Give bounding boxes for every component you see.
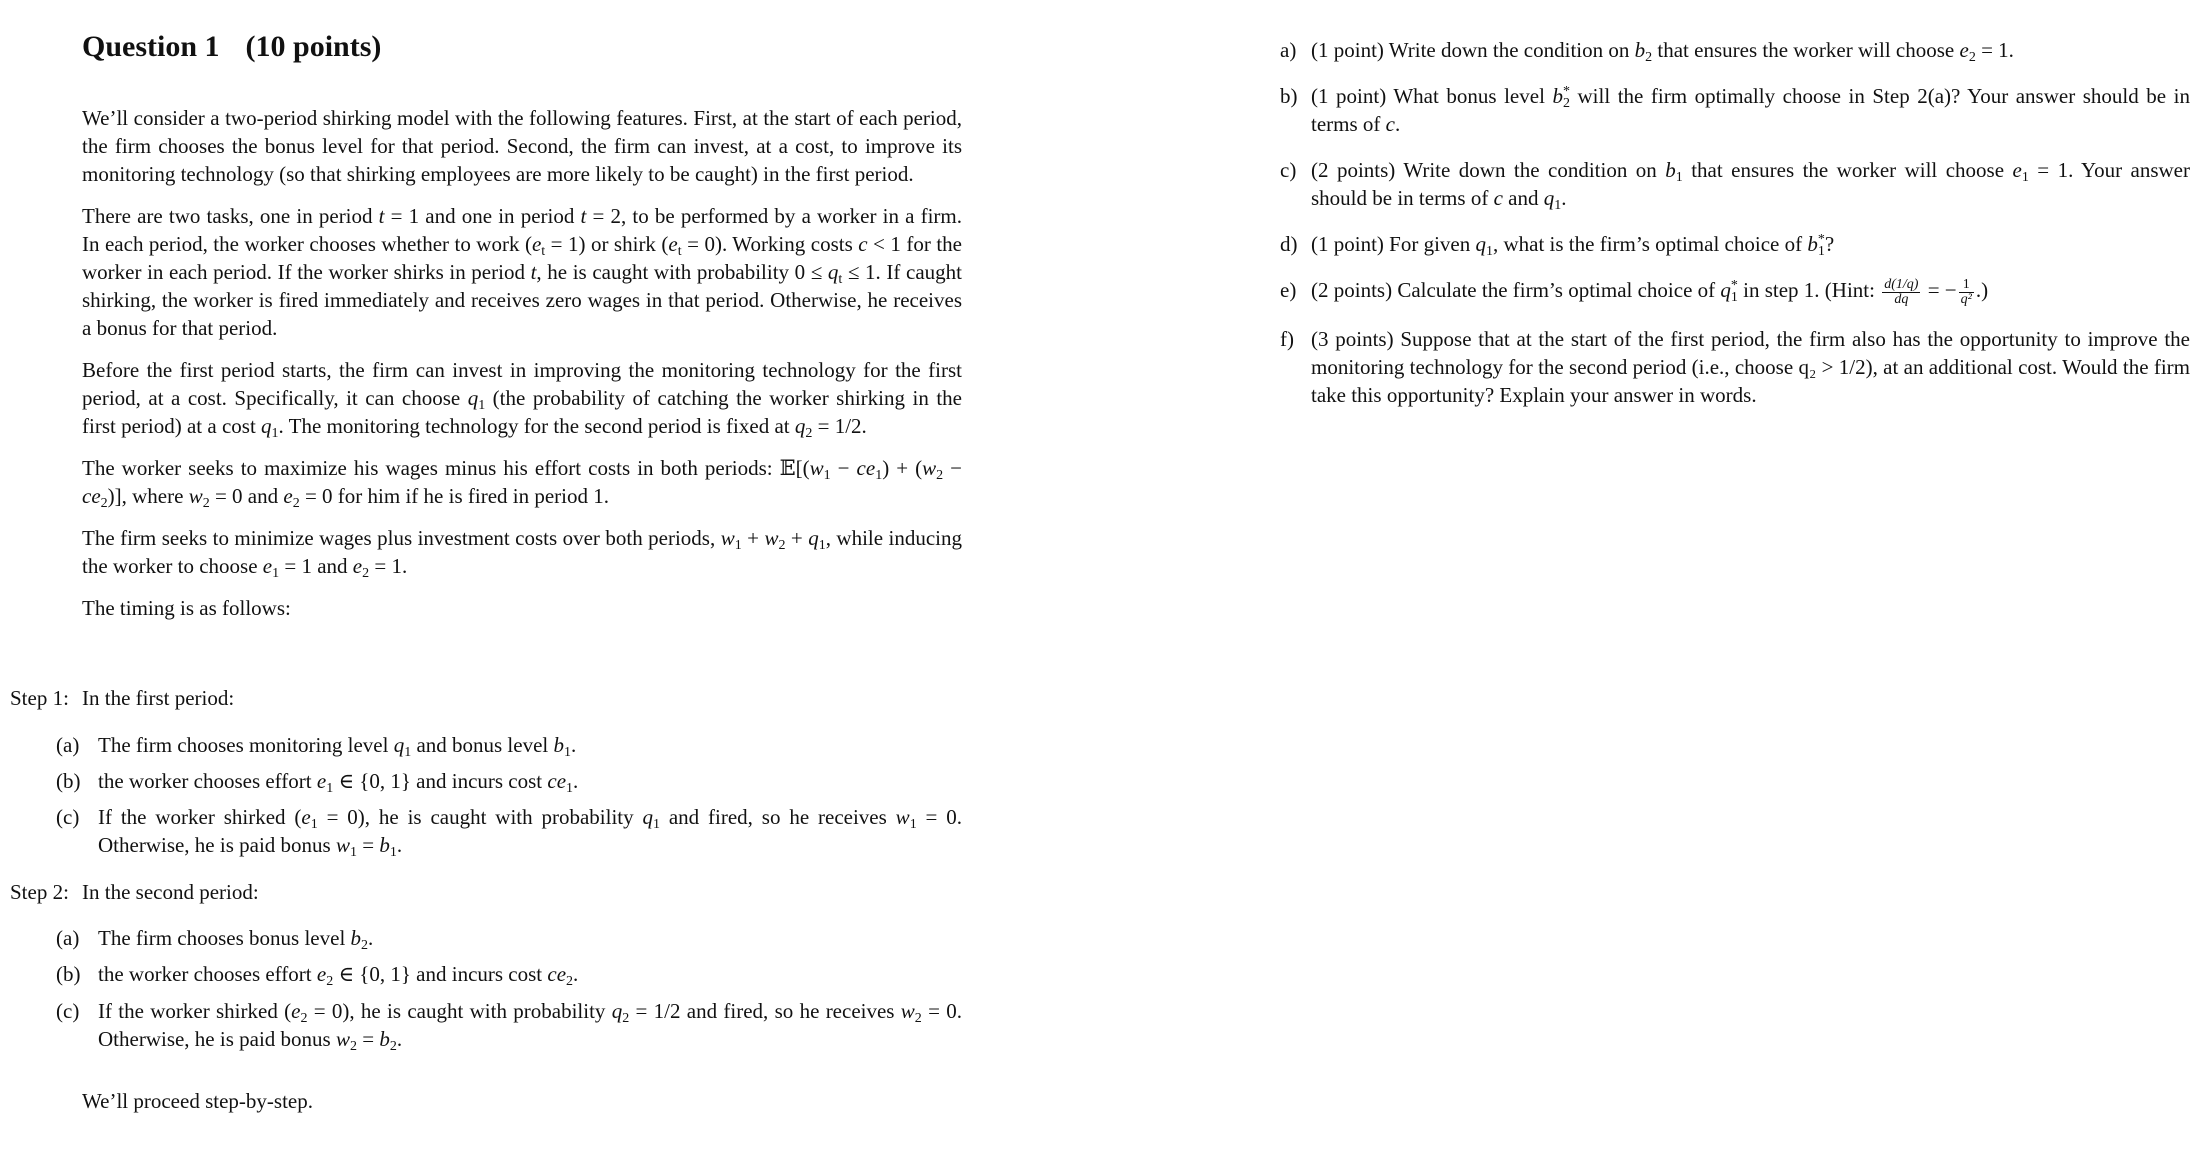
question-title: Question 1 [82, 30, 220, 63]
step-2-label: Step 2: [10, 880, 69, 904]
part-e: e) (2 points) Calculate the firm’s optimal choice of $q^*_1$ in step 1. (Hint: $\frac{d(1/q)}{dq}$ = − $\frac{1}{\text{q²}}$ .) [1280, 276, 1989, 307]
step-2a: (a) The firm chooses bonus level $b_2$. [56, 926, 374, 953]
intro-paragraph-3: Before the first period starts, the firm can invest in improving the monitoring technology for the first period, at a cost. Specifically, it can choose $q_1$ (the probability of catching the worker shirking in the first period) at a cost $q_1$. The monitoring technology for the second period is fixed at $q_2 = 1/2$. [82, 358, 962, 441]
question-heading [82, 30, 962, 64]
hint-fraction: $\frac{d(1/q)}{dq}$ [1884, 276, 1919, 307]
left-column [82, 30, 962, 636]
intro-paragraph-6: The timing is as follows: [82, 596, 291, 620]
hint-fraction-2: $\frac{1}{\text{q²}}$ [1960, 276, 1972, 307]
step-2-heading [10, 878, 970, 906]
part-b: b) (1 point) What bonus level $b^*_2$ will the firm optimally choose in Step 2(a)? Your answer should be in terms of c. [1280, 84, 2190, 136]
closing-line: We’ll proceed step-by-step. [82, 1089, 313, 1113]
step-1b: (b) the worker chooses effort $e_1$ ∈ {0, 1} and incurs cost $ce_1$. [56, 769, 579, 796]
intro-paragraph-5: The firm seeks to minimize wages plus investment costs over both periods, $w_1 + w_2 + q_1$, while inducing the worker to choose $e_1 = 1$ and $e_2 = 1$. [82, 526, 963, 581]
intro-paragraph-4: The worker seeks to maximize his wages minus his effort costs in both periods: $𝔼[(w_1 - ce_1) + (w_2 - ce_2)]$, where $w_2 = 0$ and $e_2 = 0$ for him if he is fired in period 1. [82, 456, 963, 511]
step-1-label: Step 1: [10, 686, 69, 710]
part-f: f) (3 points) Suppose that at the start of the first period, the firm also has the opportunity to improve the monitoring technology for the second period (i.e., choose q₂ > 1/2), at an additional cost. Would the firm take this opportunity? Explain your answer in words. [1280, 326, 2190, 407]
step-1-title: In the first period: [82, 686, 235, 710]
part-a: a) (1 point) Write down the condition on $b_2$ that ensures the worker will choose $e_2 = 1$. [1280, 38, 2014, 65]
part-c: c) (2 points) Write down the condition on $b_1$ that ensures the worker will choose $e_1 = 1$. Your answer should be in terms of c and $q_1$. [1280, 158, 2190, 213]
step-2b: (b) the worker chooses effort $e_2$ ∈ {0, 1} and incurs cost $ce_2$. [56, 962, 579, 989]
step-1a: (a) The firm chooses monitoring level $q_1$ and bonus level $b_1$. [56, 733, 577, 760]
step-2c: (c) If the worker shirked $(e_2 = 0)$, he is caught with probability $q_2 = 1/2$ and fired, so he receives $w_2 = 0$. Otherwise, he is paid bonus $w_2 = b_2$. [56, 999, 962, 1054]
question-points: (10 points) [245, 30, 382, 63]
right-column [1280, 36, 2190, 427]
part-d: d) (1 point) For given $q_1$, what is the firm’s optimal choice of $b^*_1$? [1280, 232, 1835, 259]
intro-paragraph-1: We’ll consider a two-period shirking model with the following features. First, at the start of each period, the firm chooses the bonus level for that period. Second, the firm can invest, at a cost, to improve its monitoring technology (so that shirking employees are more likely to be caught) in the first period. [82, 106, 962, 186]
step-2-title: In the second period: [82, 880, 259, 904]
step-1-heading [10, 684, 970, 712]
step-1c: (c) If the worker shirked $(e_1 = 0)$, he is caught with probability $q_1$ and fired, so he receives $w_1 = 0$. Otherwise, he is paid bonus $w_1 = b_1$. [56, 805, 963, 860]
intro-paragraph-2: There are two tasks, one in period t = 1 and one in period t = 2, to be performed by a worker in a firm. In each period, the worker chooses whether to work $(e_t = 1)$ or shirk $(e_t = 0)$. Working costs c < 1 for the worker in each period. If the worker shirks in period t, he is caught with probability $0 \le q_t \le 1$. If caught shirking, the worker is fired immediately and receives zero wages in that period. Otherwise, he receives a bonus for that period. [82, 204, 962, 340]
